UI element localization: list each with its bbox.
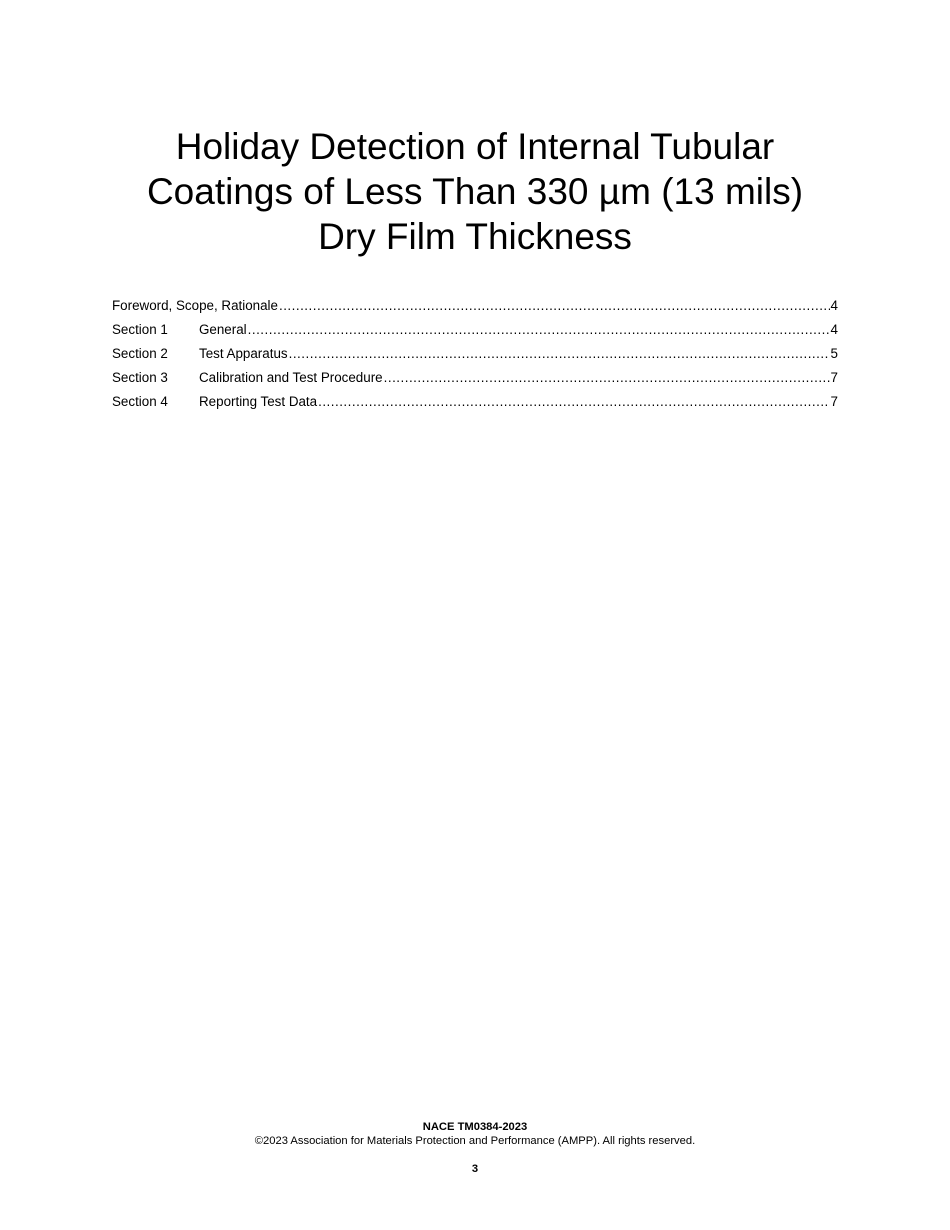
- toc-entry-section-3[interactable]: [112, 368, 838, 392]
- toc-entry-title: Test Apparatus: [199, 346, 288, 361]
- toc-dot-leader: [318, 392, 829, 412]
- footer-document-id: NACE TM0384-2023: [422, 1121, 528, 1133]
- toc-dot-leader: [248, 320, 830, 340]
- toc-dot-leader: [289, 344, 830, 364]
- toc-entry-section: Section 2: [112, 346, 168, 361]
- title-line-1: Holiday Detection of Internal Tubular: [175, 126, 775, 167]
- toc-entry-page: 7: [830, 370, 838, 385]
- toc-entry-section: Section 1: [112, 322, 168, 337]
- toc-entry-title: General: [199, 322, 247, 337]
- toc-entry-section-2[interactable]: [112, 344, 838, 368]
- table-of-contents: [112, 296, 838, 416]
- toc-entry-section-1[interactable]: [112, 320, 838, 344]
- toc-entry-page: 4: [830, 298, 838, 313]
- toc-entry-section: Section 3: [112, 370, 168, 385]
- toc-dot-leader: [279, 296, 830, 316]
- page-title: [0, 124, 950, 259]
- toc-entry-title: Calibration and Test Procedure: [199, 370, 383, 385]
- toc-entry-page: 7: [830, 394, 838, 409]
- toc-entry-section-4[interactable]: [112, 392, 838, 416]
- title-line-3: Dry Film Thickness: [318, 216, 632, 257]
- page-footer: [0, 1120, 950, 1176]
- toc-entry-page: 4: [830, 322, 838, 337]
- footer-copyright: ©2023 Association for Materials Protection and Performance (AMPP). All rights reserved.: [254, 1135, 696, 1147]
- page-number: 3: [471, 1163, 479, 1175]
- toc-dot-leader: [384, 368, 830, 388]
- toc-entry-title: Foreword, Scope, Rationale: [112, 298, 278, 313]
- toc-entry-title: Reporting Test Data: [199, 394, 318, 409]
- title-line-2: Coatings of Less Than 330 µm (13 mils): [146, 171, 804, 212]
- toc-entry-section: Section 4: [112, 394, 168, 409]
- toc-entry-page: 5: [830, 346, 838, 361]
- toc-entry-foreword[interactable]: [112, 296, 838, 320]
